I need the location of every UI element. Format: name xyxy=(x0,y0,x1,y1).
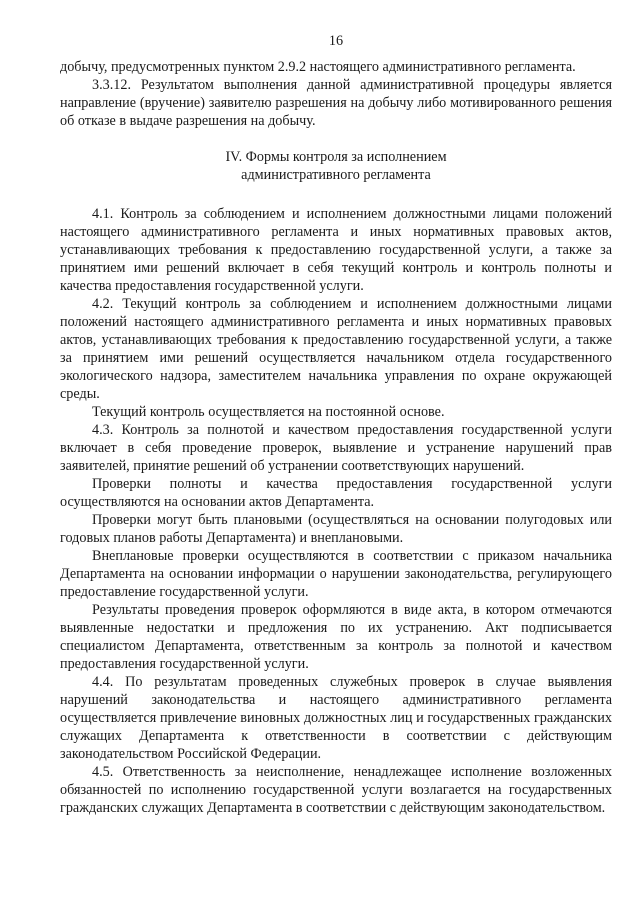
paragraph: добычу, предусмотренных пунктом 2.9.2 настоящего административного регламента. xyxy=(60,59,576,75)
paragraph: Внеплановые проверки осуществляются в соответствии с приказом начальника Департамента на основании информации о нарушении законодательства, регулирующего предоставление государственной услуги. xyxy=(60,548,612,600)
section-heading xyxy=(60,148,612,184)
paragraph: 4.3. Контроль за полнотой и качеством предоставления государственной услуги включает в себя проведение проверок, выявление и устранение нарушений прав заявителей, принятие решений об устранении соответствующих нарушений. xyxy=(60,422,612,474)
paragraph: 4.1. Контроль за соблюдением и исполнением должностными лицами положений настоящего административного регламента и иных нормативных правовых актов, устанавливающих требования к предоставлению государственной услуги, а также за принятием ими решений включает в себя текущий контроль и контроль полноты и качества предоставления государственной услуги. xyxy=(60,206,612,294)
paragraph: 4.2. Текущий контроль за соблюдением и исполнением должностными лицами положений настоящего административного регламента и иных нормативных правовых актов, устанавливающих требования к предоставлению государственной услуги, а также за принятием ими решений осуществляется начальником отдела государственного экологического надзора, заместителем начальника управления по охране окружающей среды. xyxy=(60,296,612,402)
paragraph: 4.4. По результатам проведенных служебных проверок в случае выявления нарушений законодательства и настоящего административного регламента осуществляется привлечение виновных должностных лиц и государственных гражданских служащих Департамента к ответственности в соответствии с действующим законодательством Российской Федерации. xyxy=(60,674,612,762)
section-body xyxy=(60,205,612,817)
section-heading-line-1: IV. Формы контроля за исполнением xyxy=(225,149,447,165)
intro-text xyxy=(60,58,612,130)
paragraph: Проверки полноты и качества предоставления государственной услуги осуществляются на основании актов Департамента. xyxy=(60,476,612,510)
paragraph: Результаты проведения проверок оформляются в виде акта, в котором отмечаются выявленные недостатки и предложения по их устранению. Акт подписывается специалистом Департамента, ответственным за контроль за полнотой и качеством предоставления государственной услуги. xyxy=(60,602,612,672)
paragraph: 3.3.12. Результатом выполнения данной административной процедуры является направление (вручение) заявителю разрешения на добычу либо мотивированного решения об отказе в выдаче разрешения на добычу. xyxy=(60,77,612,129)
paragraph: Текущий контроль осуществляется на постоянной основе. xyxy=(92,404,445,420)
section-heading-line-2: административного регламента xyxy=(241,167,431,183)
paragraph: Проверки могут быть плановыми (осуществляться на основании полугодовых или годовых планов работы Департамента) и внеплановыми. xyxy=(60,512,612,546)
paragraph: 4.5. Ответственность за неисполнение, ненадлежащее исполнение возложенных обязанностей по исполнению государственной услуги возлагается на государственных гражданских служащих Департамента в соответствии с действующим законодательством. xyxy=(60,764,612,816)
page-number: 16 xyxy=(328,33,344,49)
